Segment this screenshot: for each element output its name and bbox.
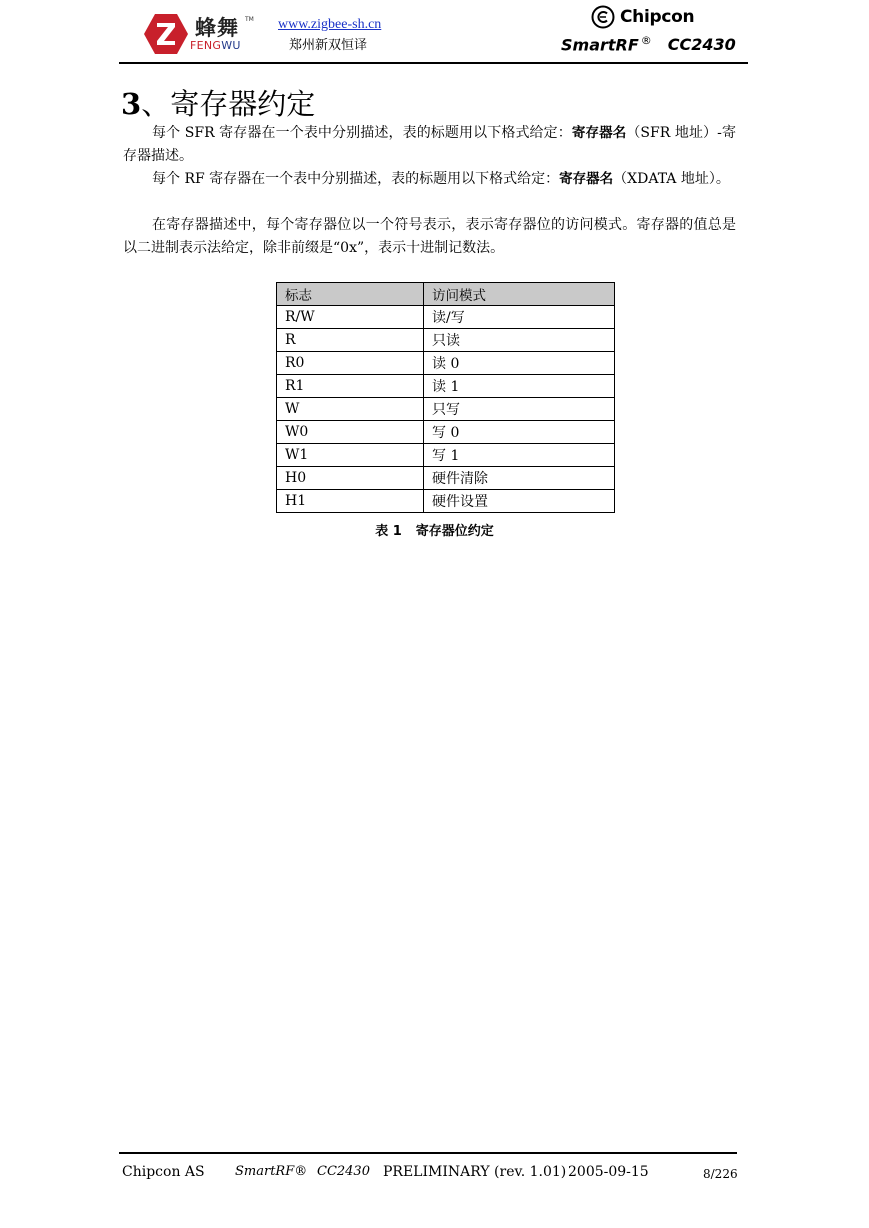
table-row — [277, 306, 615, 329]
page-number: 8/226 — [703, 1167, 738, 1181]
table-row — [277, 375, 615, 398]
fengwu-logo-icon — [144, 14, 188, 54]
product-name: SmartRF ® CC2430 — [561, 34, 736, 55]
table-row — [277, 490, 615, 513]
table-row — [277, 444, 615, 467]
column-header-access-mode: 访问模式 — [424, 283, 615, 306]
symbol-cell: R1 — [277, 375, 424, 398]
translator-credit: 郑州新双恒译 — [289, 38, 368, 53]
register-convention-table — [276, 282, 615, 513]
access-mode-cell: 硬件设置 — [424, 490, 615, 513]
paragraph-rf: 每个 RF 寄存器在一个表中分别描述，表的标题用以下格式给定：寄存器名（XDATA 地址）。 — [152, 171, 730, 187]
symbol-cell: R0 — [277, 352, 424, 375]
symbol-cell: W0 — [277, 421, 424, 444]
table-row — [277, 352, 615, 375]
footer-company: Chipcon AS — [122, 1164, 205, 1180]
chipcon-logo-icon — [591, 5, 615, 29]
access-mode-cell: 写 1 — [424, 444, 615, 467]
paragraph-sfr: 每个 SFR 寄存器在一个表中分别描述，表的标题用以下格式给定：寄存器名（SFR 地址）-寄存器描述。 — [123, 125, 737, 164]
table-header-row — [277, 283, 615, 306]
table-row — [277, 421, 615, 444]
footer-model: CC2430 — [317, 1164, 370, 1179]
table-row — [277, 398, 615, 421]
footer-status: PRELIMINARY (rev. 1.01) — [383, 1164, 567, 1180]
symbol-cell: H0 — [277, 467, 424, 490]
access-mode-cell: 读 1 — [424, 375, 615, 398]
column-header-symbol: 标志 — [277, 283, 424, 306]
footer-divider — [119, 1152, 737, 1154]
table-row — [277, 467, 615, 490]
access-mode-cell: 只写 — [424, 398, 615, 421]
logo-trademark: TM — [245, 16, 254, 23]
access-mode-cell: 只读 — [424, 329, 615, 352]
footer-product: SmartRF® — [235, 1164, 308, 1179]
logo-english-text: FENGWU — [190, 39, 241, 52]
access-mode-cell: 读 0 — [424, 352, 615, 375]
access-mode-cell: 写 0 — [424, 421, 615, 444]
symbol-cell: R/W — [277, 306, 424, 329]
symbol-cell: H1 — [277, 490, 424, 513]
chipcon-brand: Chipcon — [620, 7, 695, 27]
symbol-cell: R — [277, 329, 424, 352]
section-title: 3、寄存器约定 — [121, 87, 316, 121]
access-mode-cell: 硬件清除 — [424, 467, 615, 490]
footer-date: 2005-09-15 — [568, 1164, 649, 1180]
header-divider — [119, 62, 748, 64]
access-mode-cell: 读/写 — [424, 306, 615, 329]
table-caption: 表 1 寄存器位约定 — [375, 524, 494, 539]
website-link[interactable]: www.zigbee-sh.cn — [278, 17, 382, 32]
page-header — [0, 0, 869, 70]
table-row — [277, 329, 615, 352]
paragraph-bit-notation: 在寄存器描述中，每个寄存器位以一个符号表示，表示寄存器位的访问模式。寄存器的值总是以二进制表示法给定，除非前缀是“0x”，表示十进制记数法。 — [123, 217, 736, 256]
logo-chinese-text: 蜂舞 — [195, 16, 239, 40]
symbol-cell: W1 — [277, 444, 424, 467]
symbol-cell: W — [277, 398, 424, 421]
